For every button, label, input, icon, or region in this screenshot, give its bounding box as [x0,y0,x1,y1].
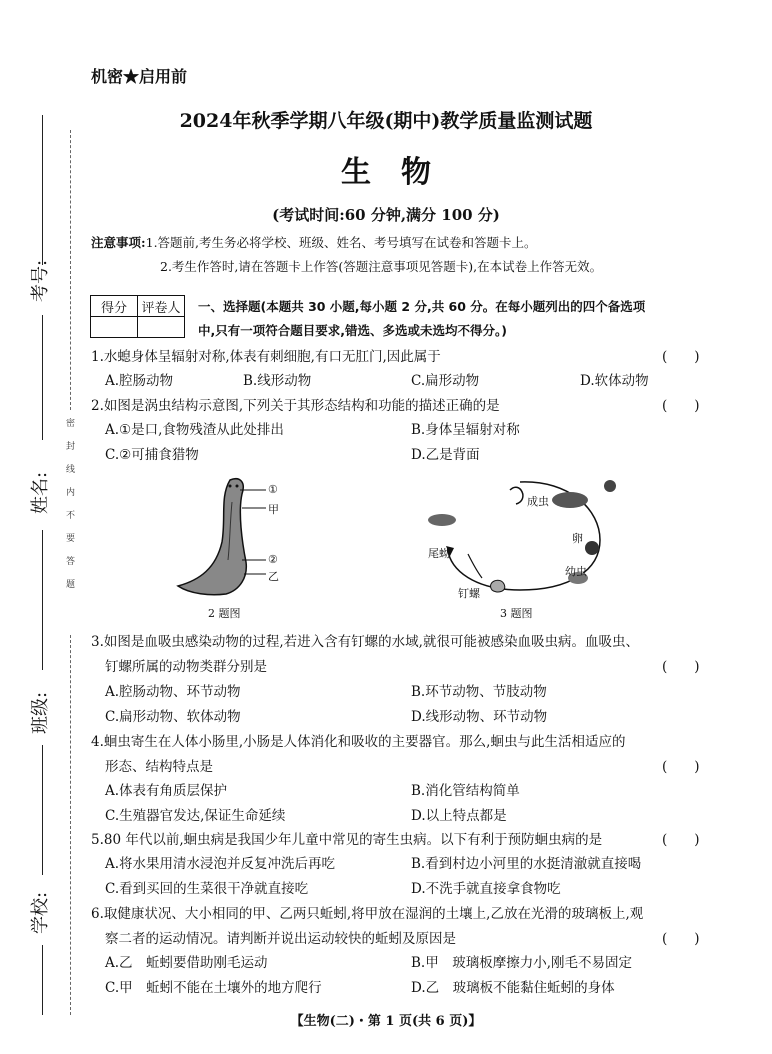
q2-option-b: B.身体呈辐射对称 [411,422,520,438]
score-header: 得分 [91,296,138,317]
grader-header: 评卷人 [138,296,185,317]
xingming-label: 姓名: [30,471,52,515]
xuexiao-label: 学校: [30,891,52,935]
q6-stem-line1: 6.取健康状况、大小相同的甲、乙两只蚯蚓,将甲放在湿润的土壤上,乙放在光滑的玻璃板上,观 [91,906,644,922]
q1-answer-paren: ( ) [662,349,700,365]
fig3-label-snail: 钉螺 [458,587,480,600]
q2-answer-paren: ( ) [662,398,700,414]
farmer-head [604,480,616,492]
fig3-label-egg: 卵 [572,532,583,545]
section1-line2: 中,只有一项符合题目要求,错选、多选或未选均不得分。) [198,323,507,338]
q6-stem-line2: 察二者的运动情况。请判断并说出运动较快的蚯蚓及原因是 [105,931,456,947]
q6-answer-paren: ( ) [662,931,700,947]
section1-line1: 一、选择题(本题共 30 小题,每小题 2 分,共 60 分。在每小题列出的四个备选项 [198,299,646,314]
adult-worm [510,487,523,504]
q1-stem: 1.水螅身体呈辐射对称,体表有刺细胞,有口无肛门,因此属于 [91,349,441,365]
snail-shell [491,580,505,592]
q4-option-d: D.以上特点都是 [411,808,507,824]
notes [91,233,537,251]
fig2-label-yi: 乙 [268,570,279,583]
notes-label: 注意事项: [91,235,146,250]
fig3-label-larva: 幼虫 [565,565,587,578]
subject-title: 生 物 [341,155,431,190]
fig3-label-cercaria: 尾蚴 [428,547,450,560]
q2-stem: 2.如图是涡虫结构示意图,下列关于其形态结构和功能的描述正确的是 [91,398,500,414]
q6-option-b: B.甲 玻璃板摩擦力小,刚毛不易固定 [411,955,633,971]
pig [428,514,456,526]
fig2-caption: 2 题图 [208,607,241,620]
q2-option-d: D.乙是背面 [411,447,480,463]
planarian-eye-right [236,485,239,488]
q6-option-a: A.乙 蚯蚓要借助刚毛运动 [105,955,268,971]
q3-option-a: A.腔肠动物、环节动物 [105,684,241,700]
margin-line-3 [42,530,43,670]
fig3-label-adult: 成虫 [527,495,549,508]
exam-title: 2024年秋季学期八年级(期中)教学质量监测试题 [179,110,593,132]
q4-option-a: A.体表有角质层保护 [105,783,228,799]
margin-line-2 [42,315,43,440]
score-cell [91,317,138,338]
q4-option-b: B.消化管结构简单 [411,783,520,799]
cattle [552,492,588,508]
fig2-label-1: ① [268,483,278,496]
q5-stem: 5.80 年代以前,蛔虫病是我国少年儿童中常见的寄生虫病。以下有利于预防蛔虫病的是 [91,832,603,848]
planarian-eye-left [229,485,232,488]
cercaria [468,554,482,578]
q1-option-a: A.腔肠动物 [105,373,174,389]
q4-stem-line2: 形态、结构特点是 [105,759,213,775]
q6-option-d: D.乙 玻璃板不能黏住蚯蚓的身体 [411,980,615,996]
score-table [90,295,185,338]
q6-option-c: C.甲 蚯蚓不能在土壤外的地方爬行 [105,980,322,996]
q5-option-d: D.不洗手就直接拿食物吃 [411,881,561,897]
note-2: 2.考生作答时,请在答题卡上作答(答题注意事项见答题卡),在本试卷上作答无效。 [160,259,603,274]
time-info: (考试时间:60 分钟,满分 100 分) [272,206,500,224]
q3-option-c: C.扁形动物、软体动物 [105,709,241,725]
note-1: 1.答题前,考生务必将学校、班级、姓名、考号填写在试卷和答题卡上。 [145,235,537,250]
q3-stem-line1: 3.如图是血吸虫感染动物的过程,若进入含有钉螺的水域,就很可能被感染血吸虫病。血吸虫、 [91,634,639,650]
margin-line-5 [42,945,43,1015]
q4-stem-line1: 4.蛔虫寄生在人体小肠里,小肠是人体消化和吸收的主要器官。那么,蛔虫与此生活相适应的 [91,734,626,750]
q1-option-c: C.扁形动物 [411,373,480,389]
q3-option-d: D.线形动物、环节动物 [411,709,548,725]
q3-stem-line2: 钉螺所属的动物类群分别是 [105,659,267,675]
kaohao-label: 考号: [30,259,52,303]
q1-option-b: B.线形动物 [243,373,312,389]
q2-option-c: C.②可捕食猎物 [105,447,199,463]
egg [585,541,599,555]
q2-option-a: A.①是口,食物残渣从此处排出 [105,422,284,438]
q5-option-c: C.看到买回的生菜很干净就直接吃 [105,881,309,897]
q5-option-b: B.看到村边小河里的水挺清澈就直接喝 [411,856,642,872]
seal-text: 密封线内不要答题 [64,418,74,602]
q5-answer-paren: ( ) [662,832,700,848]
secret-label: 机密★启用前 [91,67,188,86]
fig2-label-jia: 甲 [268,503,279,516]
page-footer: 【生物(二)・第 1 页(共 6 页)】 [290,1014,482,1029]
planarian-body [178,479,246,595]
margin-line-4 [42,745,43,875]
q4-option-c: C.生殖器官发达,保证生命延续 [105,808,286,824]
fig2-label-2: ② [268,553,278,566]
q1-option-d: D.软体动物 [580,373,649,389]
seal-line-bottom [70,635,71,1015]
q3-answer-paren: ( ) [662,659,700,675]
grader-cell [138,317,185,338]
banji-label: 班级: [30,691,52,735]
q3-option-b: B.环节动物、节肢动物 [411,684,547,700]
q4-answer-paren: ( ) [662,759,700,775]
fig3-caption: 3 题图 [500,607,533,620]
q5-option-a: A.将水果用清水浸泡并反复冲洗后再吃 [105,856,336,872]
lifecycle-figure [420,470,620,600]
